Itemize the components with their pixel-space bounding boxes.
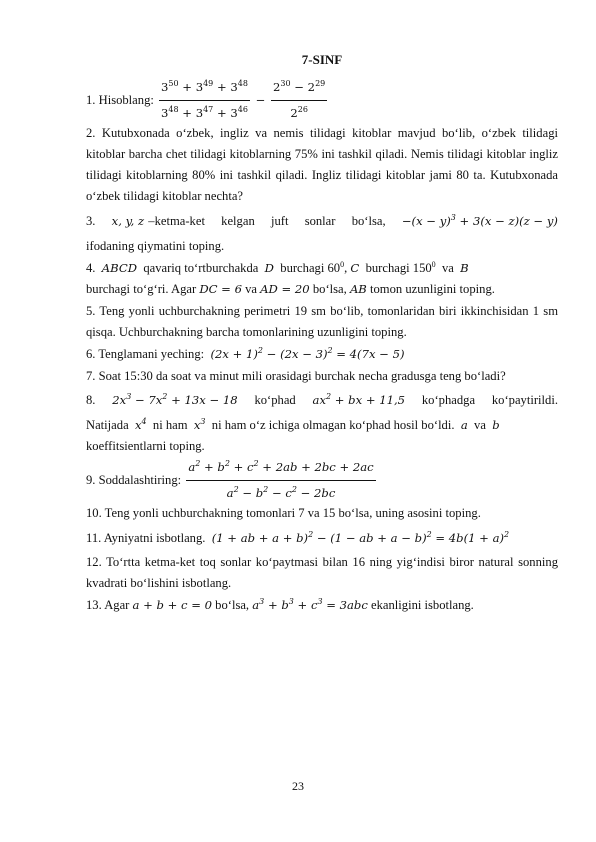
problem-1-fraction-a: $\frac{3^{50} + 3^{49} + 3^{48}}{3^{48} + 3^{47} + 3^{46}}$ [159,77,250,124]
problem-5: 5. Teng yonli uchburchakning perimetri 19 sm bo‘lib, tomonlaridan biri ikkinchisidan 1 sm qisqa. Uchburchakning barcha tomonlarining uzunligini toping. [86,304,558,339]
problem-1: 1. Hisoblang: $\frac{3^{50} + 3^{49} + 3^{48}}{3^{48} + 3^{47} + 3^{46}}$ − $\frac{2^{30} - 2^{29}}{2^{26}}$ [86,78,558,122]
problem-11-identity: (1 + ab + a + b)$^2$ − (1 − ab + $a - b)^2 = 4b(1 + a)^2$ [211,530,510,545]
problem-7: 7. Soat 15:30 da soat va minut mili orasidagi burchak necha gradusga teng bo‘ladi? [86,369,506,383]
problem-2: 2. Kutubxonada o‘zbek, ingliz va nemis tilidagi kitoblar mavjud bo‘lib, o‘zbek tilidagi kitoblar barcha chet tilidagi kitoblarning 75% ini tashkil qiladi. Nemis tilidagi kitoblar ingliz tilidagi kitoblarning 80% ini tashkil qiladi. Ingliz tilidagi kitoblar jami 80 ta. Kutubxonada o‘zbek tilidagi kitoblar nechta? [86,126,558,203]
problem-8-cont: Natijada $x^4$ ni ham $x^3$ ni ham o‘z ichiga olmagan ko‘phad hosil bo‘ldi. a va b koeffitsientlarni toping. [86,417,500,453]
problem-8: 8. $2x^3 - 7x^2 + 13x - 18$ ko‘phad $ax^2$ + bx + 11,5 ko‘phadga ko‘paytirildi. [86,390,558,411]
problem-9: 9. Soddalashtiring: $\frac{a^2 + b^2 + c^2 + 2ab + 2bc + 2ac}{a^2 - b^2 - c^2 - 2bc}$ [86,458,558,502]
problem-10: 10. Teng yonli uchburchakning tomonlari 7 va 15 bo‘lsa, uning asosini toping. [86,506,481,520]
problem-3: 3. x, y, z –ketma-ket kelgan juft sonlar bo‘lsa, $-(x - y)^3 + 3(x - z)(z - y)$ [86,211,558,232]
problem-1-fraction-b: $\frac{2^{30} - 2^{29}}{2^{26}}$ [271,77,327,124]
problem-8-poly-2: $ax^2$ + bx + 11,5 [312,392,406,407]
problem-3-tail: ifodaning qiymatini toping. [86,239,225,253]
problem-12: 12. To‘rtta ketma-ket toq sonlar ko‘paytmasi bilan 16 ning yig‘indisi biror natural sonning kvadrati bo‘lishini isbotlang. [86,555,558,590]
problem-6: 6. Tenglamani yeching: $(2x + 1)^2 - (2x - 3)^2 = 4(7x - 5)$ [86,346,405,361]
problem-3-expression: $-(x - y)^3 + 3(x - z)(z - y)$ [401,213,558,228]
problem-11: 11. Ayniyatni isbotlang. (1 + ab + a + b)$^2$ − (1 − ab + $a - b)^2 = 4b(1 + a)^2$ [86,530,510,545]
problem-8-poly-1: $2x^3 - 7x^2 + 13x - 18$ [112,392,238,407]
problem-9-fraction: $\frac{a^2 + b^2 + c^2 + 2ab + 2bc + 2ac}{a^2 - b^2 - c^2 - 2bc}$ [186,457,375,504]
problem-13: 13. Agar a + b + c = 0 bo‘lsa, $a^3 + b^3 + c^3 = 3abc$ ekanligini isbotlang. [86,597,474,612]
problem-1-label: 1. Hisoblang: [86,92,154,107]
problem-4: 4. ABCD qavariq to‘rtburchakda D burchagi $60^0$, C burchagi $150^0$ va B burchagi to‘g‘ri. Agar DC = 6 va AD = 20 bo‘lsa, AB tomon uzunligini toping. [86,259,495,296]
problem-sheet [86,52,558,617]
problem-6-equation: $(2x + 1)^2 - (2x - 3)^2 = 4(7x - 5)$ [210,346,405,361]
page-number: 23 [292,779,304,793]
page-title: 7-SINF [301,52,343,67]
